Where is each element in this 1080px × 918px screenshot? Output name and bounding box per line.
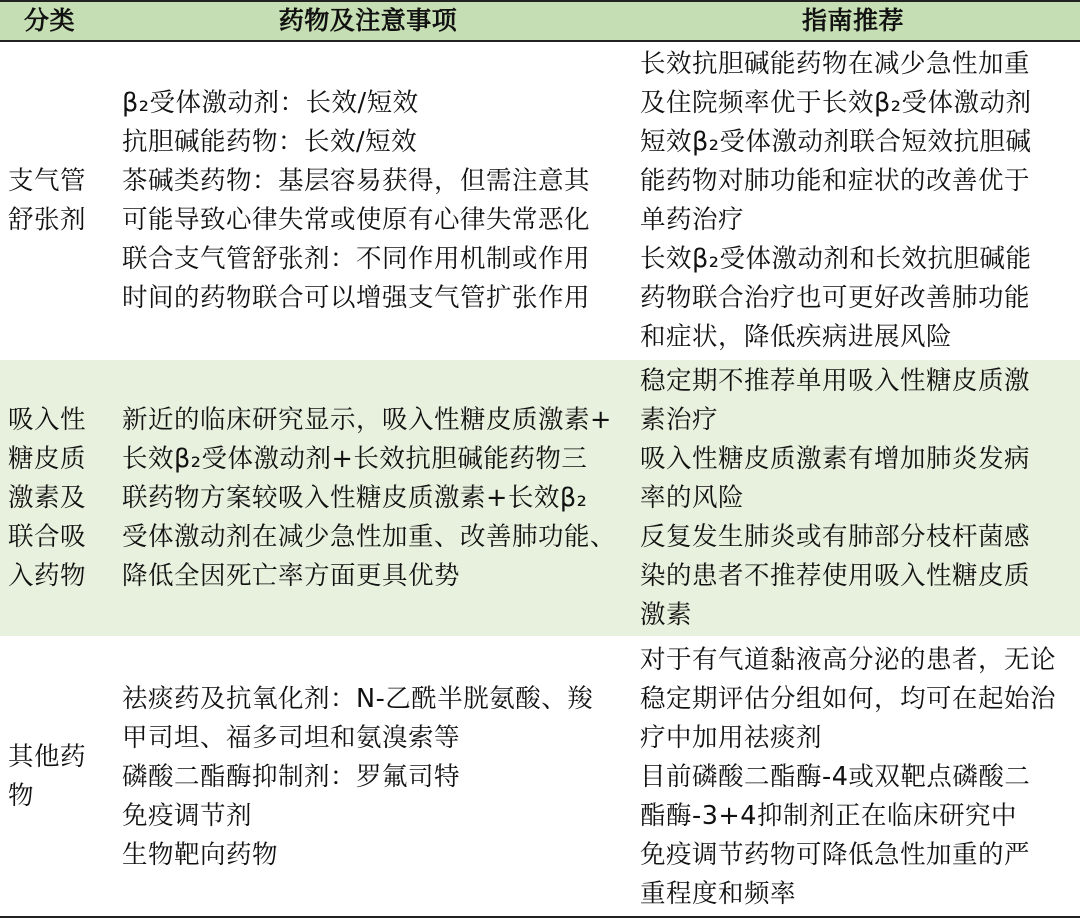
- category-line: 其他药: [8, 742, 87, 772]
- recommendation-line: 对于有气道黏液高分泌的患者，无论: [640, 644, 1057, 675]
- row-3-recommendations: [626, 636, 1080, 918]
- drug-line: 受体激动剂在减少急性加重、改善肺功能、: [122, 521, 617, 552]
- category-line: 舒张剂: [8, 205, 87, 235]
- drug-line: 茶碱类药物：基层容易获得，但需注意其: [122, 166, 591, 196]
- recommendation-line: 短效β₂受体激动剂联合短效抗胆碱: [640, 127, 1032, 157]
- row-3-drugs: [110, 636, 626, 918]
- drug-line: 抗胆碱能药物：长效/短效: [122, 127, 418, 157]
- category-line: 物: [8, 781, 35, 811]
- recommendation-line: 染的患者不推荐使用吸入性糖皮质: [640, 560, 1031, 591]
- recommendation-line: 素治疗: [640, 404, 719, 435]
- drug-line: 生物靶向药物: [122, 839, 279, 870]
- drug-line: 磷酸二酯酶抑制剂：罗氟司特: [122, 761, 461, 792]
- row-2-drugs: [110, 360, 626, 636]
- recommendation-line: 稳定期评估分组如何，均可在起始治: [640, 683, 1057, 714]
- drug-line: 可能导致心律失常或使原有心律失常恶化: [122, 205, 591, 235]
- recommendation-line: 率的风险: [640, 482, 745, 513]
- recommendation-line: 稳定期不推荐单用吸入性糖皮质激: [640, 365, 1031, 396]
- header-category: 分类: [0, 0, 110, 42]
- recommendation-line: 长效β₂受体激动剂和长效抗胆碱能: [640, 244, 1032, 274]
- row-1-drugs: [110, 42, 626, 360]
- category-line: 联合吸: [8, 521, 87, 552]
- recommendation-line: 药物联合治疗也可更好改善肺功能: [640, 283, 1031, 313]
- category-line: 入药物: [8, 560, 87, 591]
- row-1-recommendations: [626, 42, 1080, 360]
- row-2-recommendations: [626, 360, 1080, 636]
- drug-line: 联合支气管舒张剂：不同作用机制或作用: [122, 244, 591, 274]
- recommendation-line: 酯酶-3+4抑制剂正在临床研究中: [640, 800, 1018, 831]
- row-3-category: [0, 636, 110, 918]
- recommendation-line: 长效抗胆碱能药物在减少急性加重: [640, 49, 1031, 79]
- recommendation-line: 疗中加用祛痰剂: [640, 722, 823, 753]
- category-line: 激素及: [8, 482, 87, 513]
- recommendation-line: 单药治疗: [640, 205, 745, 235]
- recommendation-line: 和症状，降低疾病进展风险: [640, 322, 953, 352]
- drug-line: β₂受体激动剂：长效/短效: [122, 88, 419, 118]
- row-2-category: [0, 360, 110, 636]
- drug-line: 长效β₂受体激动剂+长效抗胆碱能药物三: [122, 443, 588, 474]
- header-drugs: 药物及注意事项: [110, 0, 626, 42]
- recommendation-line: 吸入性糖皮质激素有增加肺炎发病: [640, 443, 1031, 474]
- drug-line: 时间的药物联合可以增强支气管扩张作用: [122, 283, 591, 313]
- table-top-rule: [0, 0, 1080, 2]
- recommendation-line: 及住院频率优于长效β₂受体激动剂: [640, 88, 1032, 118]
- recommendation-line: 能药物对肺功能和症状的改善优于: [640, 166, 1031, 196]
- category-line: 吸入性: [8, 404, 87, 435]
- recommendation-line: 重程度和频率: [640, 878, 797, 909]
- row-1-category: [0, 42, 110, 360]
- drug-line: 联药物方案较吸入性糖皮质激素+长效β₂: [122, 482, 588, 513]
- category-line: 支气管: [8, 166, 87, 196]
- recommendation-line: 反复发生肺炎或有肺部分枝杆菌感: [640, 521, 1031, 552]
- drug-line: 甲司坦、福多司坦和氨溴索等: [122, 722, 461, 753]
- drug-line: 免疫调节剂: [122, 800, 253, 831]
- recommendation-line: 目前磷酸二酯酶-4或双靶点磷酸二: [640, 761, 1031, 792]
- drug-line: 降低全因死亡率方面更具优势: [122, 560, 461, 591]
- header-recommendations: 指南推荐: [626, 0, 1080, 42]
- drug-line: 新近的临床研究显示，吸入性糖皮质激素+: [122, 404, 612, 435]
- drug-line: 祛痰药及抗氧化剂：N-乙酰半胱氨酸、羧: [122, 683, 594, 714]
- category-line: 糖皮质: [8, 443, 87, 474]
- recommendation-line: 激素: [640, 599, 693, 630]
- recommendation-line: 免疫调节药物可降低急性加重的严: [640, 839, 1031, 870]
